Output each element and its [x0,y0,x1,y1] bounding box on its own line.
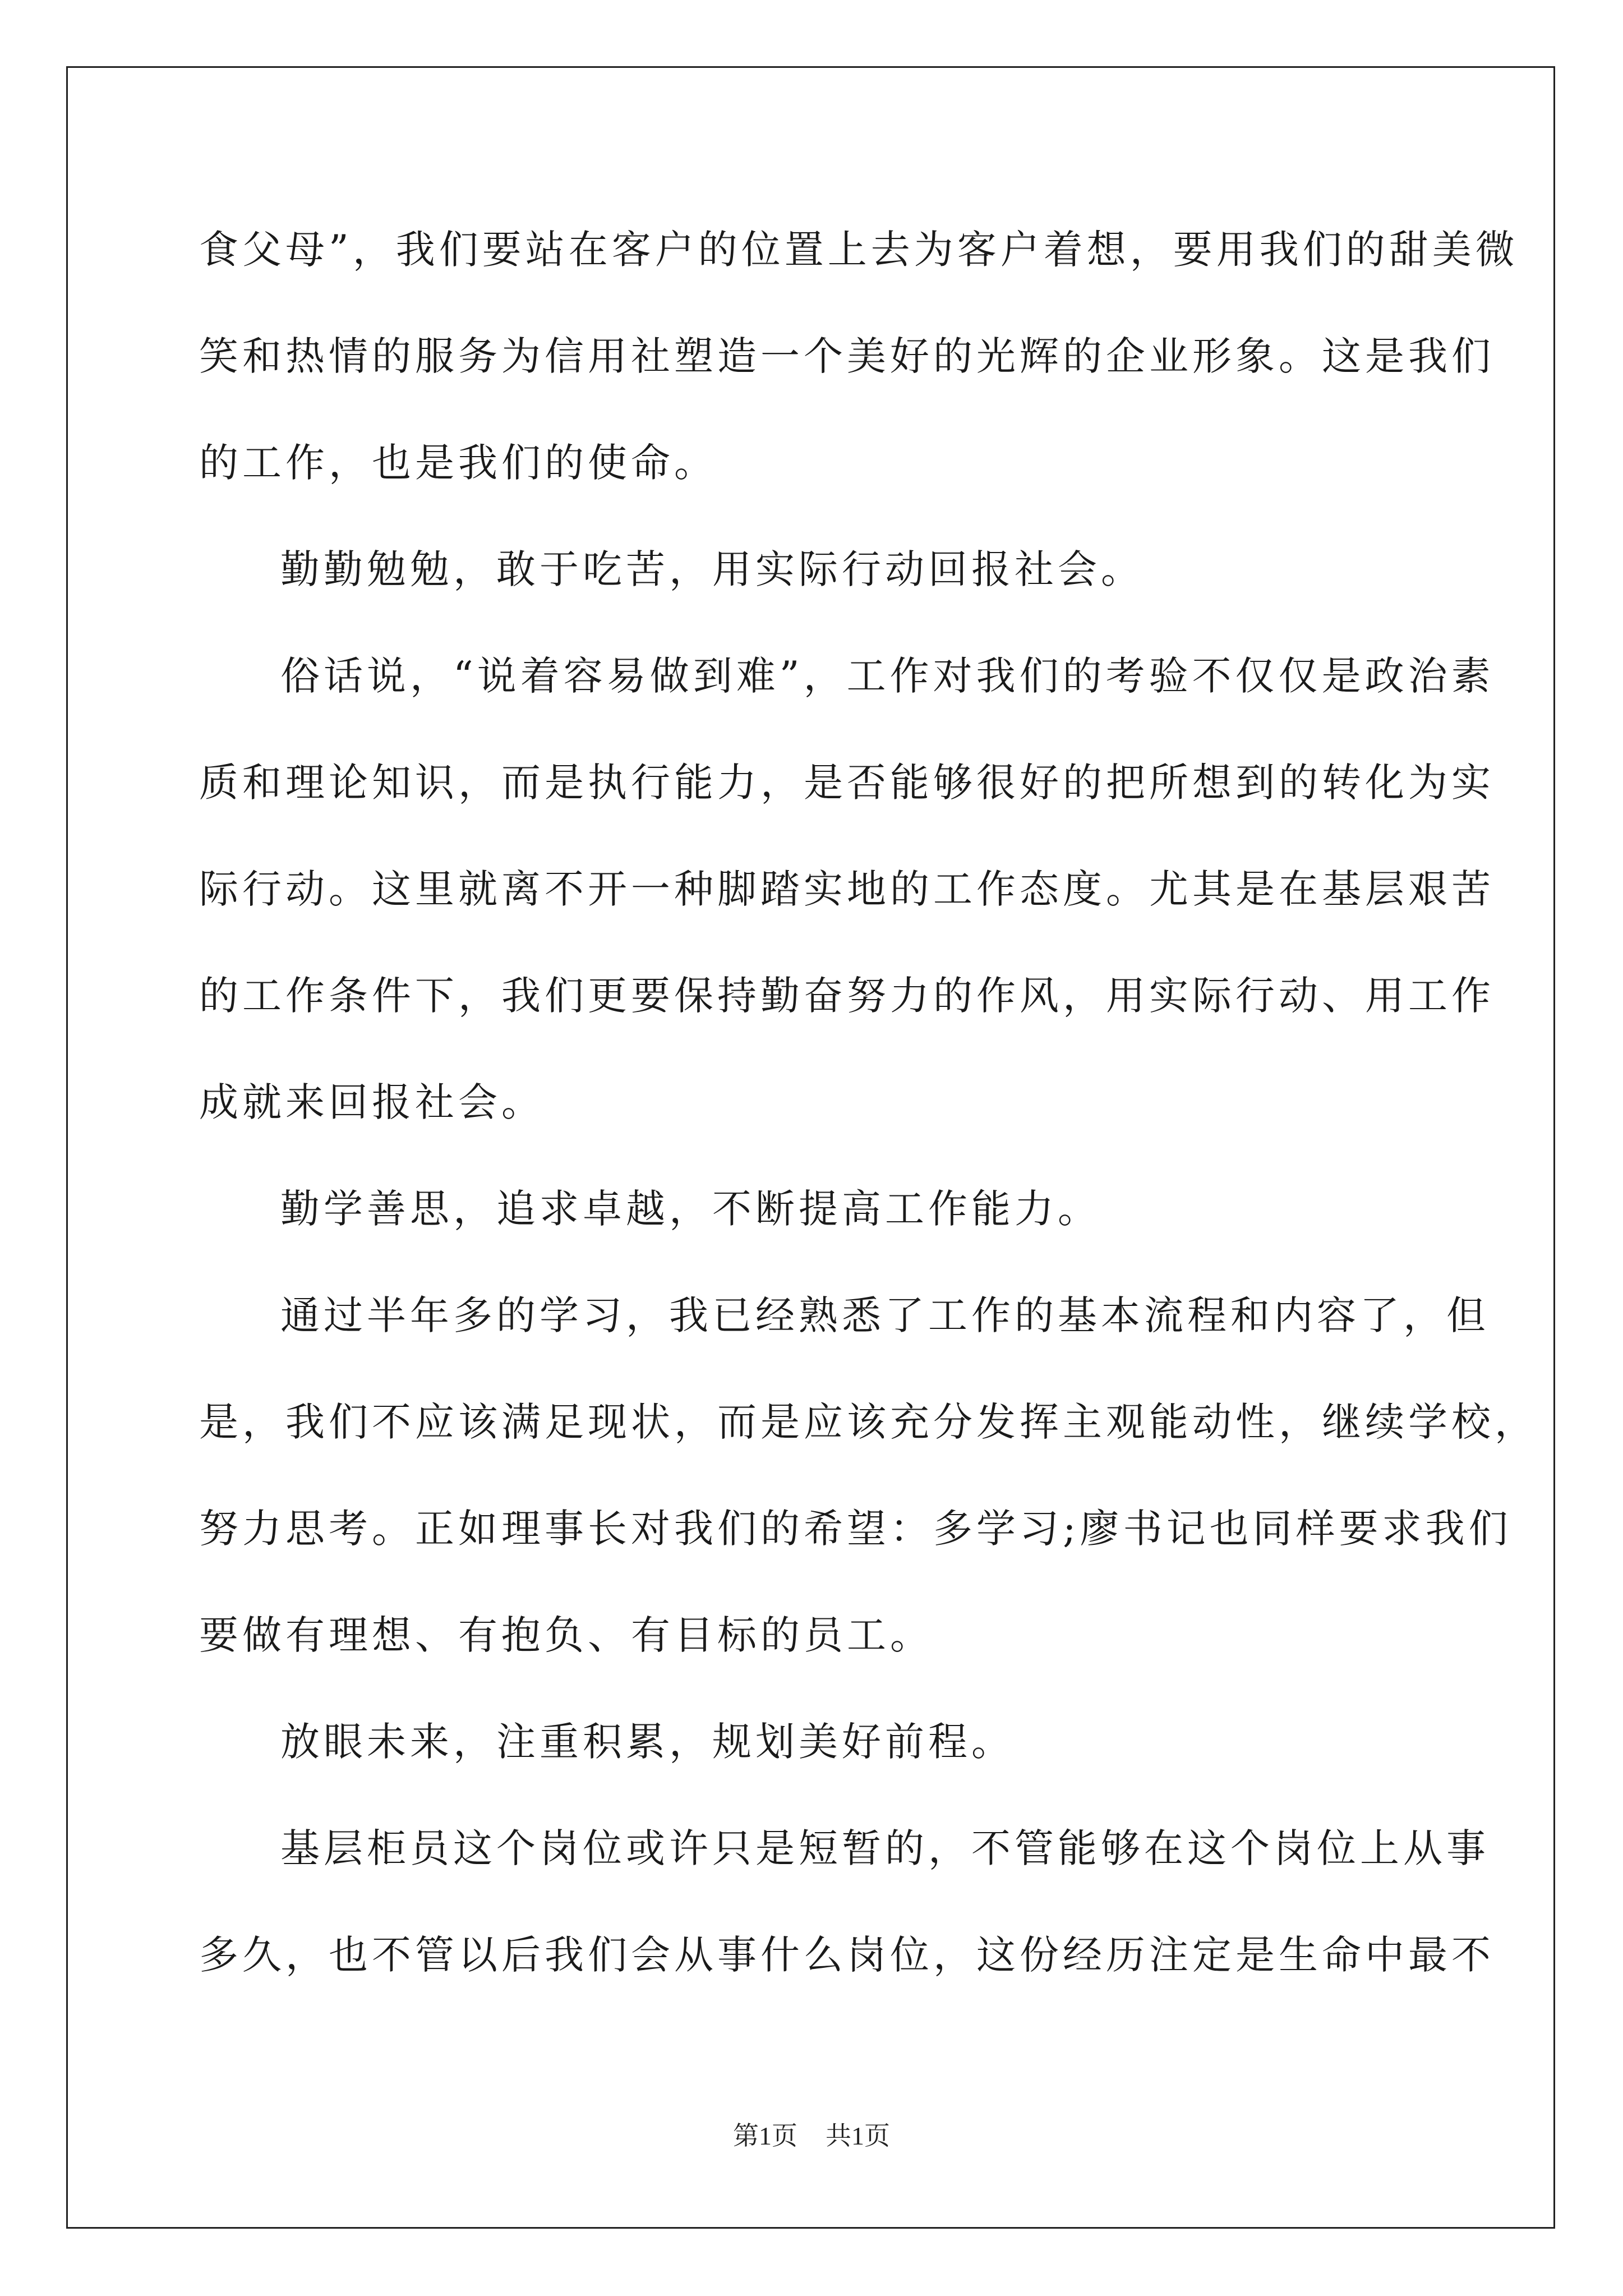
text-line: 食父母”，我们要站在客户的位置上去为客户着想，要用我们的甜美微 [199,227,1519,273]
text-line: 多久，也不管以后我们会从事什么岗位，这份经历注定是生命中最不 [199,1932,1495,1978]
page-border [66,66,1555,2229]
paragraph-heading: 勤学善思，追求卓越，不断提高工作能力。 [280,1186,1101,1232]
text-line: 努力思考。正如理事长对我们的希望：多学习;廖书记也同样要求我们 [199,1506,1512,1552]
text-line: 俗话说，“说着容易做到难”，工作对我们的考验不仅仅是政治素 [280,653,1495,699]
text-line: 通过半年多的学习，我已经熟悉了工作的基本流程和内容了，但 [280,1292,1490,1338]
text-line: 基层柜员这个岗位或许只是短暂的，不管能够在这个岗位上从事 [280,1825,1490,1871]
page-footer [0,2119,1623,2153]
text-line: 际行动。这里就离不开一种脚踏实地的工作态度。尤其是在基层艰苦 [199,866,1495,912]
text-line: 笑和热情的服务为信用社塑造一个美好的光辉的企业形象。这是我们 [199,333,1495,379]
text-line: 质和理论知识，而是执行能力，是否能够很好的把所想到的转化为实 [199,760,1495,806]
text-line: 成就来回报社会。 [199,1079,545,1125]
page-total: 共1页 [826,2122,890,2150]
text-line: 要做有理想、有抱负、有目标的员工。 [199,1612,933,1658]
paragraph-heading: 勤勤勉勉，敢于吃苦，用实际行动回报社会。 [280,546,1144,592]
text-line: 的工作条件下，我们更要保持勤奋努力的作风，用实际行动、用工作 [199,973,1495,1019]
text-line: 是，我们不应该满足现状，而是应该充分发挥主观能动性，继续学校， [199,1399,1538,1445]
text-line: 的工作，也是我们的使命。 [199,440,717,486]
paragraph-heading: 放眼未来，注重积累，规划美好前程。 [280,1719,1015,1765]
page-number: 第1页 [733,2122,797,2150]
